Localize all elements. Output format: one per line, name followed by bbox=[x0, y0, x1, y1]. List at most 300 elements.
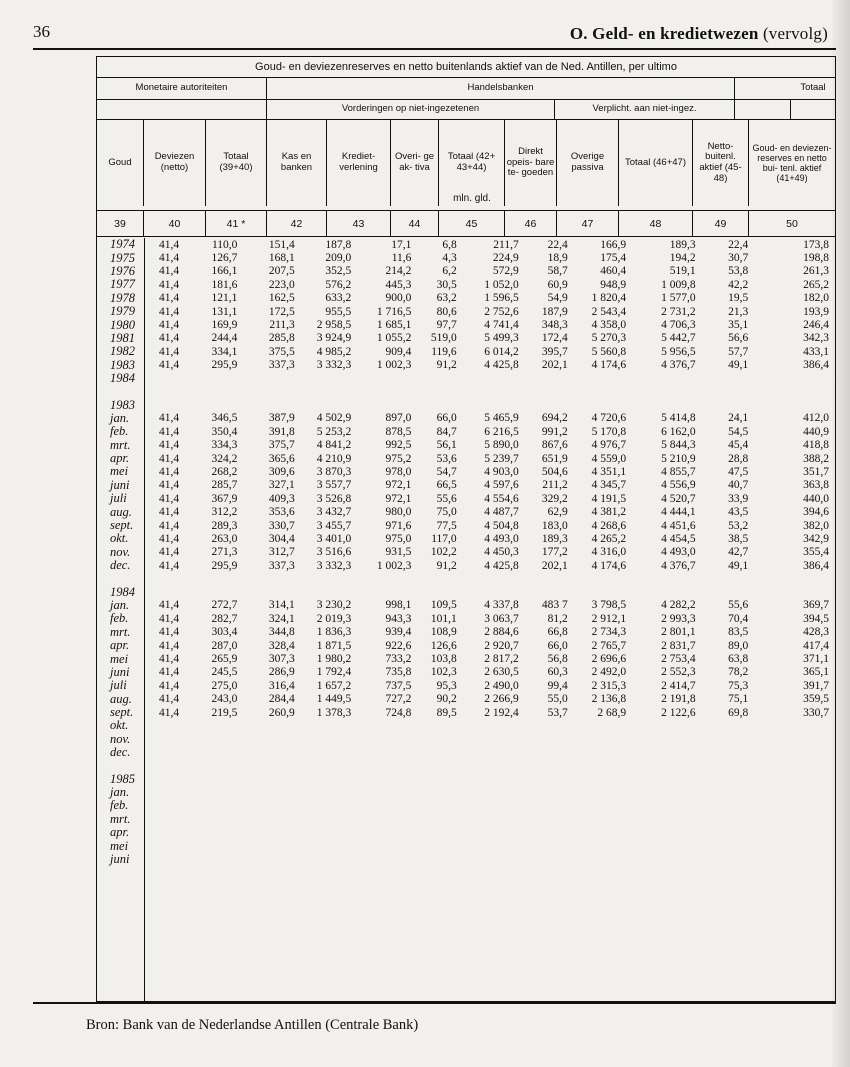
table-cell: 202,1 bbox=[541, 559, 568, 572]
table-cell: 440,0 bbox=[803, 492, 830, 505]
table-cell: 169,9 bbox=[211, 319, 238, 332]
table-cell: 460,4 bbox=[600, 265, 627, 278]
col-num-43: 43 bbox=[327, 211, 391, 236]
table-cell: 4 358,0 bbox=[591, 319, 627, 332]
table-cell: 91,2 bbox=[436, 559, 457, 572]
table-cell: 2 993,3 bbox=[661, 612, 696, 625]
table-cell: 41,4 bbox=[158, 292, 180, 305]
table-cell: 41,4 bbox=[158, 492, 180, 505]
table-cell: 289,3 bbox=[211, 519, 238, 532]
table-cell: 975,0 bbox=[385, 532, 412, 545]
table-cell: 21,3 bbox=[728, 305, 749, 318]
subgroup-verplichtingen: Verplicht. aan niet-ingez. bbox=[555, 100, 735, 119]
table-cell: 41,4 bbox=[158, 653, 180, 666]
table-cell: 576,2 bbox=[325, 278, 352, 291]
table-cell: 375,5 bbox=[268, 345, 295, 358]
table-cell: 60,9 bbox=[547, 278, 568, 291]
col-num-45: 45 bbox=[439, 211, 505, 236]
table-cell: 328,4 bbox=[268, 639, 295, 652]
table-cell: 194,2 bbox=[669, 252, 696, 265]
table-cell: 63,8 bbox=[728, 653, 749, 666]
col-label-39: Goud bbox=[97, 120, 144, 206]
table-cell: 1 871,5 bbox=[316, 639, 352, 652]
subgroup-blank-totaal bbox=[791, 100, 835, 119]
table-row bbox=[96, 398, 836, 411]
table-cell: 28,8 bbox=[728, 452, 749, 465]
row-spacer bbox=[96, 759, 836, 772]
table-cell: 519,1 bbox=[669, 265, 696, 278]
row-stub: 1978 bbox=[110, 290, 135, 305]
table-cell: 42,2 bbox=[728, 278, 749, 291]
table-row bbox=[96, 412, 836, 425]
table-cell: 5 239,7 bbox=[484, 452, 519, 465]
table-cell: 3 557,7 bbox=[316, 479, 352, 492]
table-cell: 187,8 bbox=[325, 238, 352, 251]
table-row bbox=[96, 585, 836, 598]
table-cell: 4 425,8 bbox=[484, 559, 519, 572]
table-cell: 53,2 bbox=[728, 519, 749, 532]
table-cell: 6,8 bbox=[442, 238, 457, 251]
row-stub: juli bbox=[110, 491, 127, 506]
table-cell: 95,3 bbox=[436, 679, 457, 692]
table-cell: 41,4 bbox=[158, 639, 180, 652]
table-cell: 261,3 bbox=[803, 265, 830, 278]
table-row bbox=[96, 292, 836, 305]
table-cell: 97,7 bbox=[436, 319, 457, 332]
row-stub: apr. bbox=[110, 451, 130, 466]
table-cell: 978,0 bbox=[385, 465, 412, 478]
row-stub: 1984 bbox=[110, 584, 135, 599]
table-cell: 2 490,0 bbox=[484, 679, 519, 692]
table-cell: 5 499,3 bbox=[484, 332, 519, 345]
table-cell: 211,2 bbox=[542, 479, 568, 492]
table-cell: 56,8 bbox=[547, 653, 568, 666]
row-stub: sept. bbox=[110, 705, 134, 720]
table-cell: 3 230,2 bbox=[316, 599, 352, 612]
table-cell: 428,3 bbox=[803, 626, 830, 639]
table-cell: 733,2 bbox=[385, 653, 412, 666]
table-cell: 1 002,3 bbox=[376, 359, 412, 372]
table-cell: 386,4 bbox=[803, 559, 830, 572]
table-cell: 4 493,0 bbox=[484, 532, 519, 545]
table-cell: 5 253,2 bbox=[316, 425, 352, 438]
table-cell: 363,8 bbox=[803, 479, 830, 492]
table-cell: 91,2 bbox=[436, 359, 457, 372]
table-cell: 90,2 bbox=[436, 693, 457, 706]
table-cell: 314,1 bbox=[268, 599, 295, 612]
table-cell: 4 493,0 bbox=[661, 546, 696, 559]
table-row bbox=[96, 559, 836, 572]
table-row bbox=[96, 332, 836, 345]
table-cell: 417,4 bbox=[803, 639, 830, 652]
table-cell: 4 265,2 bbox=[591, 532, 627, 545]
table-cell: 4 451,6 bbox=[661, 519, 696, 532]
table-cell: 369,7 bbox=[803, 599, 830, 612]
row-stub: okt. bbox=[110, 718, 129, 733]
table-cell: 53,7 bbox=[547, 706, 568, 719]
table-cell: 1 378,3 bbox=[316, 706, 352, 719]
table-cell: 207,5 bbox=[268, 265, 295, 278]
table-cell: 4 706,3 bbox=[661, 319, 696, 332]
table-cell: 337,3 bbox=[268, 359, 295, 372]
unit-row bbox=[96, 186, 836, 211]
table-cell: 737,5 bbox=[385, 679, 412, 692]
table-cell: 4 191,5 bbox=[591, 492, 627, 505]
page-number: 36 bbox=[33, 22, 50, 41]
row-stub: 1983 bbox=[110, 357, 135, 372]
table-row bbox=[96, 305, 836, 318]
table-cell: 931,5 bbox=[385, 546, 412, 559]
table-cell: 330,7 bbox=[803, 706, 830, 719]
table-row bbox=[96, 733, 836, 746]
row-spacer bbox=[96, 572, 836, 585]
table-cell: 272,7 bbox=[211, 599, 238, 612]
table-cell: 1 052,0 bbox=[484, 278, 519, 291]
table-cell: 53,8 bbox=[728, 265, 749, 278]
table-cell: 47,5 bbox=[728, 465, 749, 478]
table-cell: 75,1 bbox=[728, 693, 749, 706]
table-cell: 243,0 bbox=[211, 693, 238, 706]
row-stub: 1983 bbox=[110, 397, 135, 412]
table-cell: 5 170,8 bbox=[591, 425, 627, 438]
row-stub: feb. bbox=[110, 611, 129, 626]
table-cell: 11,6 bbox=[391, 252, 412, 265]
chapter-title-suffix: (vervolg) bbox=[762, 24, 828, 43]
row-stub: 1977 bbox=[110, 277, 135, 292]
row-stub: mei bbox=[110, 838, 129, 853]
table-cell: 445,3 bbox=[385, 278, 412, 291]
table-cell: 42,7 bbox=[728, 546, 749, 559]
table-cell: 307,3 bbox=[268, 653, 295, 666]
table-cell: 209,0 bbox=[325, 252, 352, 265]
table-row bbox=[96, 465, 836, 478]
table-cell: 633,2 bbox=[325, 292, 352, 305]
row-stub: apr. bbox=[110, 638, 130, 653]
table-cell: 175,4 bbox=[600, 252, 627, 265]
table-row bbox=[96, 839, 836, 852]
table-cell: 287,0 bbox=[211, 639, 238, 652]
table-cell: 337,3 bbox=[268, 559, 295, 572]
table-cell: 4 381,2 bbox=[591, 506, 627, 519]
table-cell: 2 192,4 bbox=[484, 706, 519, 719]
table-cell: 980,0 bbox=[385, 506, 412, 519]
table-cell: 3 432,7 bbox=[316, 506, 352, 519]
table-cell: 5 844,3 bbox=[661, 439, 696, 452]
table-cell: 998,1 bbox=[385, 599, 412, 612]
table-row bbox=[96, 599, 836, 612]
table-cell: 244,4 bbox=[211, 332, 238, 345]
table-cell: 4 174,6 bbox=[591, 559, 627, 572]
table-cell: 177,2 bbox=[541, 546, 568, 559]
table-cell: 867,6 bbox=[541, 439, 568, 452]
table-cell: 1 449,5 bbox=[316, 693, 352, 706]
table-cell: 909,4 bbox=[385, 345, 412, 358]
table-cell: 975,2 bbox=[385, 452, 412, 465]
table-cell: 4 450,3 bbox=[484, 546, 519, 559]
table-cell: 394,5 bbox=[803, 612, 830, 625]
table-cell: 57,7 bbox=[728, 345, 749, 358]
table-cell: 4 502,9 bbox=[316, 412, 352, 425]
table-cell: 304,4 bbox=[268, 532, 295, 545]
table-cell: 121,1 bbox=[211, 292, 238, 305]
table-cell: 41,4 bbox=[158, 359, 180, 372]
table-cell: 24,1 bbox=[728, 412, 749, 425]
row-stub: mei bbox=[110, 651, 129, 666]
table-cell: 41,4 bbox=[158, 252, 180, 265]
table-body bbox=[96, 238, 836, 866]
table-cell: 70,4 bbox=[728, 612, 749, 625]
table-cell: 219,5 bbox=[211, 706, 238, 719]
row-stub: feb. bbox=[110, 798, 129, 813]
table-cell: 41,4 bbox=[158, 479, 180, 492]
table-cell: 409,3 bbox=[268, 492, 295, 505]
table-cell: 4 337,8 bbox=[484, 599, 519, 612]
table-cell: 394,6 bbox=[803, 506, 830, 519]
table-cell: 2 630,5 bbox=[484, 666, 519, 679]
table-cell: 1 055,2 bbox=[376, 332, 412, 345]
table-cell: 101,1 bbox=[430, 612, 457, 625]
table-cell: 1 009,8 bbox=[661, 278, 696, 291]
table-cell: 312,2 bbox=[211, 506, 238, 519]
table-row bbox=[96, 318, 836, 331]
table-cell: 173,8 bbox=[803, 238, 830, 251]
col-label-41: Totaal (39+40) bbox=[206, 120, 267, 206]
table-cell: 285,7 bbox=[211, 479, 238, 492]
table-cell: 172,5 bbox=[268, 305, 295, 318]
table-cell: 4 554,6 bbox=[484, 492, 519, 505]
table-cell: 2 191,8 bbox=[661, 693, 696, 706]
table-cell: 2 414,7 bbox=[661, 679, 696, 692]
table-cell: 41,4 bbox=[158, 238, 180, 251]
row-spacer bbox=[96, 385, 836, 398]
table-cell: 900,0 bbox=[385, 292, 412, 305]
row-stub: apr. bbox=[110, 825, 130, 840]
table-cell: 198,8 bbox=[803, 252, 830, 265]
table-cell: 41,4 bbox=[158, 693, 180, 706]
table-cell: 350,4 bbox=[211, 425, 238, 438]
top-rule bbox=[33, 48, 836, 50]
table-cell: 4 351,1 bbox=[591, 465, 627, 478]
table-cell: 151,4 bbox=[268, 238, 295, 251]
table-cell: 391,8 bbox=[268, 425, 295, 438]
col-num-40: 40 bbox=[144, 211, 206, 236]
row-stub: jan. bbox=[110, 785, 130, 800]
row-stub: 1982 bbox=[110, 344, 135, 359]
table-cell: 6 162,0 bbox=[661, 425, 696, 438]
table-cell: 334,1 bbox=[211, 345, 238, 358]
row-stub: jan. bbox=[110, 597, 130, 612]
table-cell: 4 520,7 bbox=[661, 492, 696, 505]
row-stub: 1985 bbox=[110, 771, 135, 786]
table-cell: 56,1 bbox=[436, 439, 457, 452]
table-cell: 1 596,5 bbox=[484, 292, 519, 305]
table-cell: 2 958,5 bbox=[316, 319, 352, 332]
table-cell: 348,3 bbox=[541, 319, 568, 332]
table-cell: 355,4 bbox=[803, 546, 830, 559]
col-label-47: Overige passiva bbox=[557, 120, 619, 206]
table-cell: 365,1 bbox=[803, 666, 830, 679]
table-cell: 41,4 bbox=[158, 626, 180, 639]
table-cell: 388,2 bbox=[803, 452, 830, 465]
col-label-42: Kas en banken bbox=[267, 120, 327, 206]
table-cell: 329,2 bbox=[541, 492, 568, 505]
table-row bbox=[96, 813, 836, 826]
table-cell: 5 270,3 bbox=[591, 332, 627, 345]
table-cell: 3 516,6 bbox=[316, 546, 352, 559]
table-cell: 316,4 bbox=[268, 679, 295, 692]
col-label-50: Goud- en deviezen- reserves en netto bui- tenl. aktief (41+49) bbox=[752, 142, 832, 184]
table-cell: 55,6 bbox=[436, 492, 457, 505]
chapter-title bbox=[570, 24, 828, 44]
table-cell: 4 376,7 bbox=[661, 359, 696, 372]
table-cell: 41,4 bbox=[158, 332, 180, 345]
table-cell: 342,3 bbox=[803, 332, 830, 345]
table-cell: 1 836,3 bbox=[316, 626, 352, 639]
table-cell: 109,5 bbox=[430, 599, 457, 612]
unit-label: mln. gld. bbox=[453, 193, 491, 204]
table-cell: 181,6 bbox=[211, 278, 238, 291]
table-cell: 4 504,8 bbox=[484, 519, 519, 532]
row-stub: mrt. bbox=[110, 811, 131, 826]
table-cell: 265,9 bbox=[211, 653, 238, 666]
row-stub: nov. bbox=[110, 544, 131, 559]
table-cell: 2 68,9 bbox=[597, 706, 627, 719]
col-num-48: 48 bbox=[619, 211, 693, 236]
table-cell: 3 401,0 bbox=[316, 532, 352, 545]
table-header bbox=[96, 56, 836, 206]
table-cell: 2 543,4 bbox=[591, 305, 627, 318]
row-stub: feb. bbox=[110, 424, 129, 439]
table-row bbox=[96, 612, 836, 625]
table-cell: 375,7 bbox=[268, 439, 295, 452]
table-cell: 3 063,7 bbox=[484, 612, 519, 625]
col-num-42: 42 bbox=[267, 211, 327, 236]
table-row bbox=[96, 626, 836, 639]
table-cell: 1 685,1 bbox=[376, 319, 412, 332]
table-cell: 60,3 bbox=[547, 666, 568, 679]
table-cell: 1 657,2 bbox=[316, 679, 352, 692]
table-cell: 4 174,6 bbox=[591, 359, 627, 372]
col-label-49: Netto- buitenl. aktief (45-48) bbox=[693, 120, 749, 206]
table-cell: 2 884,6 bbox=[484, 626, 519, 639]
table-row bbox=[96, 652, 836, 665]
table-row bbox=[96, 452, 836, 465]
table-cell: 2 492,0 bbox=[591, 666, 627, 679]
table-cell: 4 976,7 bbox=[591, 439, 627, 452]
table-cell: 6,2 bbox=[442, 265, 457, 278]
table-cell: 2 136,8 bbox=[591, 693, 627, 706]
table-cell: 572,9 bbox=[492, 265, 519, 278]
table-cell: 504,6 bbox=[541, 465, 568, 478]
row-stub: 1974 bbox=[110, 237, 135, 252]
table-cell: 327,1 bbox=[268, 479, 295, 492]
table-cell: 260,9 bbox=[268, 706, 295, 719]
table-cell: 211,7 bbox=[493, 238, 519, 251]
table-cell: 63,2 bbox=[436, 292, 457, 305]
table-row bbox=[96, 479, 836, 492]
table-cell: 75,0 bbox=[436, 506, 457, 519]
row-stub: 1984 bbox=[110, 371, 135, 386]
table-cell: 263,0 bbox=[211, 532, 238, 545]
table-cell: 83,5 bbox=[728, 626, 749, 639]
table-cell: 38,5 bbox=[728, 532, 749, 545]
table-cell: 972,1 bbox=[385, 479, 412, 492]
table-cell: 2 765,7 bbox=[591, 639, 627, 652]
table-cell: 4 210,9 bbox=[316, 452, 352, 465]
table-row bbox=[96, 799, 836, 812]
table-cell: 4 345,7 bbox=[591, 479, 627, 492]
row-stub: aug. bbox=[110, 691, 132, 706]
table-cell: 41,4 bbox=[158, 559, 180, 572]
table-cell: 1 577,0 bbox=[661, 292, 696, 305]
table-cell: 2 552,3 bbox=[661, 666, 696, 679]
row-stub: jan. bbox=[110, 410, 130, 425]
row-stub: nov. bbox=[110, 731, 131, 746]
table-cell: 2 731,2 bbox=[661, 305, 696, 318]
table-cell: 651,9 bbox=[541, 452, 568, 465]
table-cell: 246,4 bbox=[803, 319, 830, 332]
table-cell: 943,3 bbox=[385, 612, 412, 625]
table-cell: 126,7 bbox=[211, 252, 238, 265]
table-cell: 108,9 bbox=[430, 626, 457, 639]
table-cell: 440,9 bbox=[803, 425, 830, 438]
table-cell: 286,9 bbox=[268, 666, 295, 679]
row-stub: mrt. bbox=[110, 624, 131, 639]
table-row bbox=[96, 719, 836, 732]
table-cell: 5 442,7 bbox=[661, 332, 696, 345]
table-cell: 391,7 bbox=[803, 679, 830, 692]
table-cell: 43,5 bbox=[728, 506, 749, 519]
col-label-40: Deviezen (netto) bbox=[144, 120, 206, 206]
table-cell: 102,2 bbox=[430, 546, 457, 559]
group-handelsbanken: Handelsbanken bbox=[267, 78, 735, 99]
table-cell: 2 122,6 bbox=[661, 706, 696, 719]
table-cell: 352,5 bbox=[325, 265, 352, 278]
table-row bbox=[96, 505, 836, 518]
table-cell: 41,4 bbox=[158, 439, 180, 452]
table-cell: 922,6 bbox=[385, 639, 412, 652]
table-cell: 972,1 bbox=[385, 492, 412, 505]
table-cell: 41,4 bbox=[158, 265, 180, 278]
table-cell: 1 002,3 bbox=[376, 559, 412, 572]
table-cell: 223,0 bbox=[268, 278, 295, 291]
table-cell: 6 014,2 bbox=[484, 345, 519, 358]
table-cell: 309,6 bbox=[268, 465, 295, 478]
table-row bbox=[96, 706, 836, 719]
table-cell: 41,4 bbox=[158, 506, 180, 519]
table-cell: 119,6 bbox=[431, 345, 457, 358]
table-title: Goud- en deviezenreserves en netto buitenlands aktief van de Ned. Antillen, per ultimo bbox=[97, 57, 835, 78]
table-cell: 387,9 bbox=[268, 412, 295, 425]
table-cell: 77,5 bbox=[436, 519, 457, 532]
row-stub: mrt. bbox=[110, 437, 131, 452]
table-cell: 33,9 bbox=[728, 492, 749, 505]
table-cell: 303,4 bbox=[211, 626, 238, 639]
col-num-39: 39 bbox=[97, 211, 144, 236]
table-cell: 2 801,1 bbox=[661, 626, 696, 639]
table-row bbox=[96, 853, 836, 866]
table-cell: 41,4 bbox=[158, 666, 180, 679]
table-cell: 41,4 bbox=[158, 452, 180, 465]
table-cell: 103,8 bbox=[430, 653, 457, 666]
table-cell: 54,5 bbox=[728, 425, 749, 438]
table-cell: 168,1 bbox=[268, 252, 295, 265]
row-stub: dec. bbox=[110, 558, 131, 573]
table-cell: 344,8 bbox=[268, 626, 295, 639]
table-cell: 2 920,7 bbox=[484, 639, 519, 652]
table-cell: 4 597,6 bbox=[484, 479, 519, 492]
table-row bbox=[96, 519, 836, 532]
